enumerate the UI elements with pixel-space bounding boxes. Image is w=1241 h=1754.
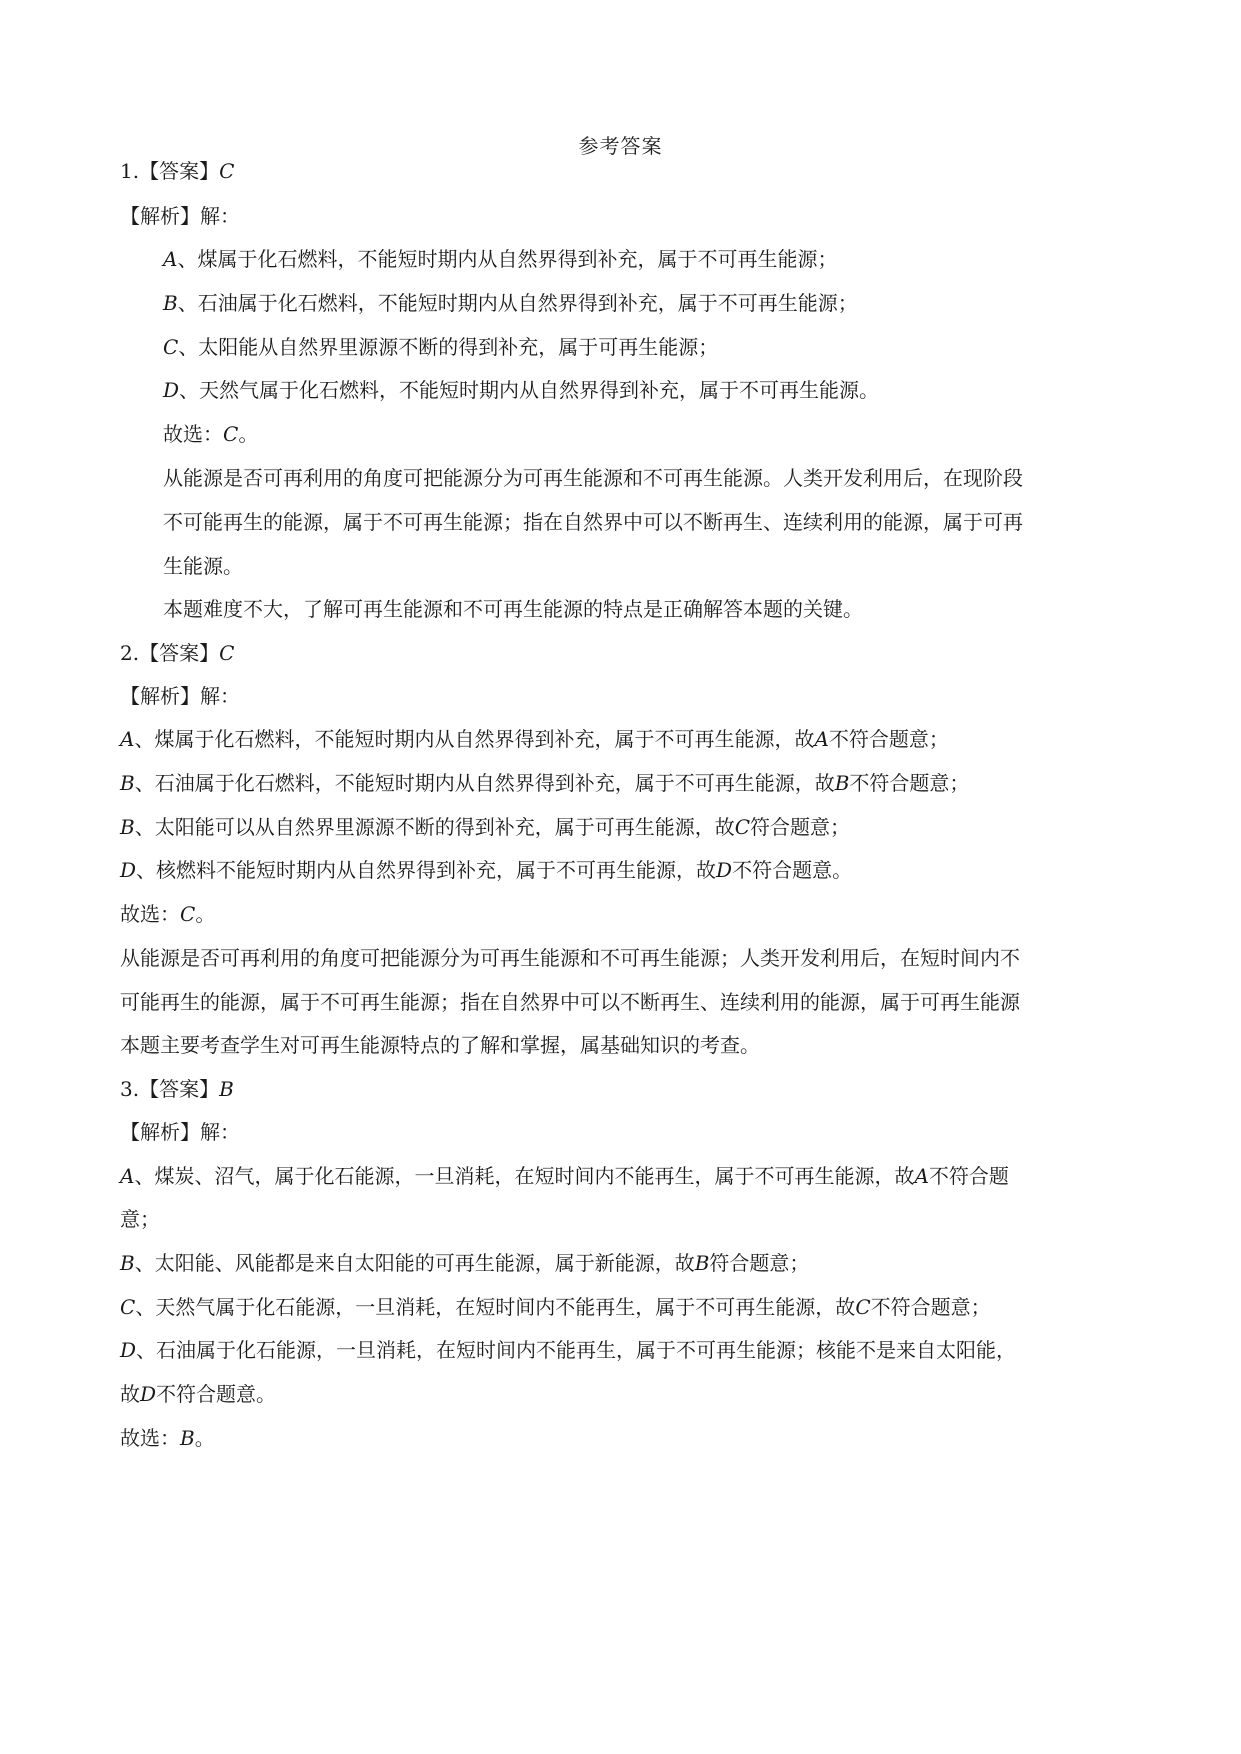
option-letter: B xyxy=(163,291,178,315)
option-letter: B xyxy=(120,1251,135,1275)
option-letter: B xyxy=(120,815,135,839)
answer-letter: C xyxy=(219,641,235,665)
option-letter: C xyxy=(163,335,179,359)
option-letter: C xyxy=(120,1295,136,1319)
choose-suffix: 。 xyxy=(238,422,259,446)
option-text: 、太阳能可以从自然界里源源不断的得到补充，属于可再生能源，故 xyxy=(134,815,735,839)
choose-prefix: 故选： xyxy=(120,902,180,926)
option-tail: 不符合题 xyxy=(928,1164,1009,1188)
q1-answer-line xyxy=(120,157,234,185)
option-tail-letter: C xyxy=(734,815,751,839)
option-tail: 符合题意； xyxy=(709,1251,810,1275)
q1-analysis-label: 【解析】解： xyxy=(120,204,240,228)
q2-item-a xyxy=(120,725,949,753)
option-tail: 不符合题意； xyxy=(870,1295,991,1319)
option-prefix: 故 xyxy=(120,1382,140,1406)
option-letter: A xyxy=(120,1164,135,1188)
q3-answer-line xyxy=(120,1075,234,1103)
q2-answer-line xyxy=(120,639,234,667)
q3-item-c xyxy=(120,1293,991,1321)
q3-item-d-line2 xyxy=(120,1380,276,1408)
q1-para-line: 不可能再生的能源，属于不可再生能源；指在自然界中可以不断再生、连续利用的能源，属于可再 xyxy=(163,510,1023,534)
q1-summary: 本题难度不大，了解可再生能源和不可再生能源的特点是正确解答本题的关键。 xyxy=(163,597,863,621)
q2-item-b xyxy=(120,769,969,797)
choose-prefix: 故选： xyxy=(120,1426,180,1450)
choose-suffix: 。 xyxy=(194,1426,215,1450)
option-text: 、太阳能从自然界里源源不断的得到补充，属于可再生能源； xyxy=(178,335,719,359)
q2-para-line: 从能源是否可再利用的角度可把能源分为可再生能源和不可再生能源；人类开发利用后，在短时间内不 xyxy=(120,946,1020,970)
option-tail-letter: B xyxy=(834,771,850,795)
q2-analysis-label: 【解析】解： xyxy=(120,684,240,708)
option-tail: 符合题意； xyxy=(750,815,851,839)
q3-item-a-line1 xyxy=(120,1162,1009,1190)
option-text: 、煤属于化石燃料，不能短时期内从自然界得到补充，属于不可再生能源； xyxy=(177,247,838,271)
option-text: 、天然气属于化石能源，一旦消耗，在短时间内不能再生，属于不可再生能源，故 xyxy=(135,1295,856,1319)
option-tail-letter: C xyxy=(855,1295,871,1319)
option-tail: 不符合题意。 xyxy=(732,858,853,882)
option-text: 、煤炭、沼气，属于化石能源，一旦消耗，在短时间内不能再生，属于不可再生能源，故 xyxy=(134,1164,915,1188)
q1-item-c xyxy=(163,333,718,361)
choose-letter: C xyxy=(180,902,196,926)
q1-para-line: 生能源。 xyxy=(163,554,243,578)
q1-item-a xyxy=(163,245,837,273)
choose-letter: B xyxy=(180,1426,195,1450)
q2-para-line: 可能再生的能源，属于不可再生能源；指在自然界中可以不断再生、连续利用的能源，属于可再生能源 xyxy=(120,990,1020,1014)
option-tail-letter: A xyxy=(914,1164,929,1188)
option-text: 、核燃料不能短时期内从自然界得到补充，属于不可再生能源，故 xyxy=(136,858,717,882)
option-letter: A xyxy=(163,247,178,271)
option-text: 、石油属于化石能源，一旦消耗，在短时间内不能再生，属于不可再生能源；核能不是来自太阳能， xyxy=(136,1338,1017,1362)
option-tail-letter: B xyxy=(694,1251,710,1275)
page-title: 参考答案 xyxy=(578,134,663,158)
answer-label: 1.【答案】 xyxy=(120,159,220,183)
q3-item-d-line1 xyxy=(120,1336,1016,1364)
q1-item-b xyxy=(163,289,858,317)
answer-letter: C xyxy=(219,159,235,183)
option-letter: B xyxy=(120,771,135,795)
option-letter: A xyxy=(120,727,135,751)
q3-item-a-line2: 意； xyxy=(120,1207,160,1231)
option-text: 、石油属于化石燃料，不能短时期内从自然界得到补充，属于不可再生能源，故 xyxy=(134,771,835,795)
answer-letter: B xyxy=(219,1077,234,1101)
option-letter: D xyxy=(120,858,137,882)
choose-prefix: 故选： xyxy=(163,422,223,446)
q3-choose xyxy=(120,1424,215,1452)
answer-label: 3.【答案】 xyxy=(120,1077,220,1101)
q1-item-d xyxy=(163,376,879,404)
answer-label: 2.【答案】 xyxy=(120,641,220,665)
option-tail: 不符合题意。 xyxy=(156,1382,277,1406)
option-tail: 不符合题意； xyxy=(828,727,949,751)
option-tail: 不符合题意； xyxy=(849,771,970,795)
option-text: 、煤属于化石燃料，不能短时期内从自然界得到补充，属于不可再生能源，故 xyxy=(134,727,815,751)
option-letter: D xyxy=(163,378,180,402)
q2-item-c xyxy=(120,813,850,841)
choose-suffix: 。 xyxy=(195,902,216,926)
q2-choose xyxy=(120,900,215,928)
option-letter: D xyxy=(120,1338,137,1362)
q2-para-line: 本题主要考查学生对可再生能源特点的了解和掌握，属基础知识的考查。 xyxy=(120,1033,760,1057)
q1-para-line: 从能源是否可再利用的角度可把能源分为可再生能源和不可再生能源。人类开发利用后，在现阶段 xyxy=(163,466,1023,490)
q3-item-b xyxy=(120,1249,809,1277)
choose-letter: C xyxy=(223,422,239,446)
q1-choose xyxy=(163,420,258,448)
option-tail-letter: A xyxy=(814,727,829,751)
option-tail-letter: D xyxy=(140,1382,157,1406)
q2-item-d xyxy=(120,856,852,884)
option-text: 、太阳能、风能都是来自太阳能的可再生能源，属于新能源，故 xyxy=(134,1251,695,1275)
q3-analysis-label: 【解析】解： xyxy=(120,1120,240,1144)
option-text: 、石油属于化石燃料，不能短时期内从自然界得到补充，属于不可再生能源； xyxy=(177,291,858,315)
option-text: 、天然气属于化石燃料，不能短时期内从自然界得到补充，属于不可再生能源。 xyxy=(179,378,880,402)
option-tail-letter: D xyxy=(716,858,733,882)
